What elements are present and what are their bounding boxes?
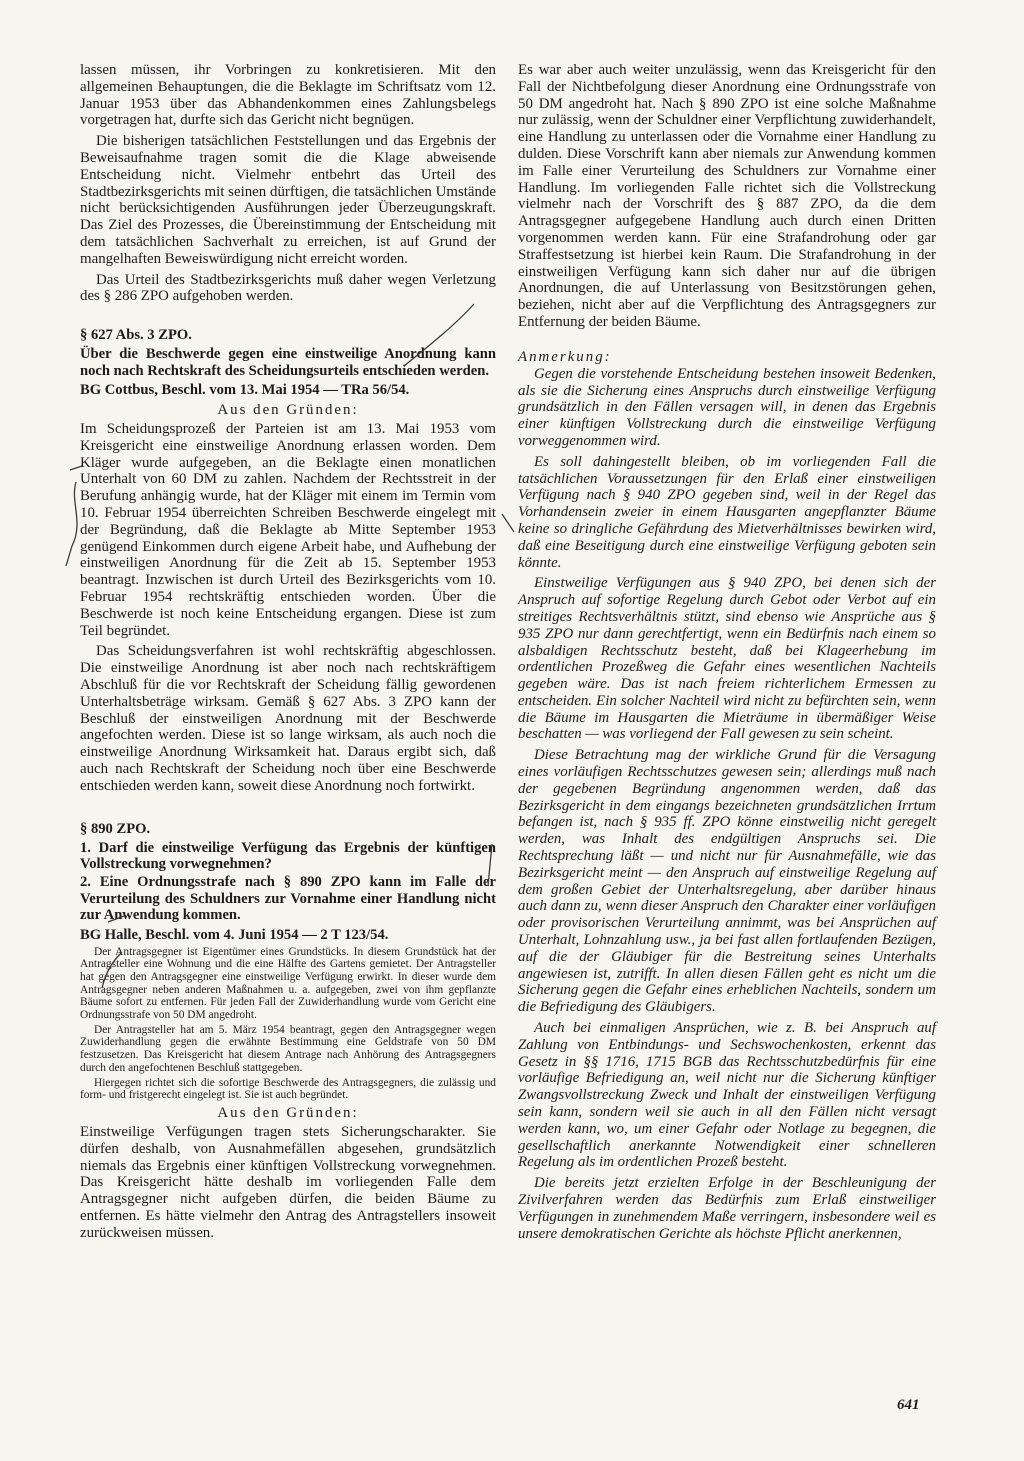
annotation-paragraph: Es soll dahingestellt bleiben, ob im vorliegenden Fall die tatsächlichen Voraussetzungen für den Erlaß einer einstweiligen Verfügung nach § 940 ZPO gegeben sind, weil in der Regel das Vorhandensein zweier in einem Hausgarten angepflanzter Bäume keine so dringliche Gefährdung des Mietverhältnisses bewirken wird, daß eine Beseitigung durch eine einstweilige Verfügung geboten sein könnte. — [518, 453, 936, 571]
annotation-paragraph: Auch bei einmaligen Ansprüchen, wie z. B. bei Anspruch auf Zahlung von Entbindungs- und Sechswochenkosten, erkennt das Gesetz in §§ 1716, 1715 BGB das Rechtsschutzbedürfnis für eine vorläufige Befriedigung an, weil nicht nur die Sicherung künftiger Zwangsvollstreckung Zweck und Inhalt der einstweiligen Verfügung sein kann, sondern weil sie auch in all den Fällen nicht versagt werden kann, wo, um einer Gefahr oder Notlage zu begegnen, die gesellschaftlich anerkannte Notwendigkeit einer schnelleren Regelung als im ordentlichen Prozeß besteht. — [518, 1020, 936, 1171]
facts-paragraph: Der Antragsteller hat am 5. März 1954 beantragt, gegen den Antragsgegner wegen Zuwiderhandlung gegen die erwähnte Bestimmung eine Geldstrafe von 50 DM festzusetzen. Das Kreisgericht hat diesem Antrage nach Anhörung des Antragsgegners durch den angefochtenen Beschluß stattgegeben. — [80, 1023, 496, 1074]
section-heading: § 627 Abs. 3 ZPO. — [80, 327, 192, 344]
annotation-paragraph: Einstweilige Verfügungen aus § 940 ZPO, bei denen sich der Anspruch auf sofortige Regelung durch Gebot oder Verbot auf ein streitiges Rechtsverhältnis stützt, sind ebenso wie Ansprüche aus § 935 ZPO nur dann gerechtfertigt, wenn ein Bedürfnis nach einem so alsbaldigen Rechtsschutz besteht, daß bei Klageerhebung im ordentlichen Prozeßweg die Gefahr eines wesentlichen Nachteils gegeben wäre. Das ist nach freiem richterlichem Ermessen zu entscheiden. Ein solcher Nachteil wird nicht zu befürchten sein, wenn die Bäume im Hausgarten die Mieträume in übermäßiger Weise beschatten — was vorliegend der Fall gewesen zu sein scheint. — [518, 575, 936, 743]
annotation-paragraph: Gegen die vorstehende Entscheidung bestehen insoweit Bedenken, als sie die Sicherung eines Anspruchs durch einstweilige Verfügung grundsätzlich in den Fällen versagen will, in denen das Ergebnis einer künftigen Vollstreckung durch die einstweilige Verfügung vorweggenommen wird. — [518, 365, 936, 449]
headnote: 2. Eine Ordnungsstrafe nach § 890 ZPO kann im Falle der Verurteilung des Schuldners zur Vornahme einer Handlung nicht zur Anwendung kommen. — [80, 874, 496, 924]
body-paragraph: Einstweilige Verfügungen tragen stets Sicherungscharakter. Sie dürfen deshalb, von Ausnahmefällen abgesehen, grundsätzlich niemals das Ergebnis einer künftigen Vollstreckung vorwegnehmen. Das Kreisgericht hätte deshalb im vorliegenden Falle dem Antragsgegner nicht aufgeben dürfen, die beiden Bäume zu entfernen. Es hätte vielmehr den Antrag des Antragstellers insoweit zurückweisen müssen. — [80, 1123, 496, 1241]
court-citation: BG Halle, Beschl. vom 4. Juni 1954 — 2 T 123/54. — [80, 926, 389, 943]
facts-paragraph: Der Antragsgegner ist Eigentümer eines Grundstücks. In diesem Grundstück hat der Antragsteller eine Wohnung und die eine Hälfte des Gartens gemietet. Der Antragsteller hat gegen den Antragsgegner eine einstweilige Verfügung erwirkt. In dieser wurde dem Antragsgegner neben anderen Maßnahmen u. a. aufgegeben, zwei von ihm gepflanzte Bäume sofort zu entfernen. Für jeden Fall der Zuwiderhandlung wurde vom Gericht eine Ordnungsstrafe von 50 DM angedroht. — [80, 945, 496, 1022]
annotation-paragraph: Diese Betrachtung mag der wirkliche Grund für die Versagung eines vorläufigen Rechtsschutzes gewesen sein; allerdings muß nach der gegebenen Begründung angenommen werden, daß das Bezirksgericht in dem eingangs bezeichneten grundsätzlichen Irrtum befangen ist, nach § 935 ff. ZPO könne einstweilig nicht geregelt werden, was Inhalt des endgültigen Anspruchs sei. Die Rechtsprechung läßt — und nicht nur für Ausnahmefälle, wie das Bezirksgericht meint — den Anspruch auf einstweilige Regelung auf dem großen Gebiet der Unterhaltsregelung, aber darüber hinaus auch dann zu, wenn dieser Anspruch den Charakter einer vorläufigen oder provisorischen Verurteilung annimmt, was bei Ansprüchen auf Unterhalt, Lohnzahlung usw., ja bei fast allen fortlaufenden Bezügen, auf die der Gläubiger für die Bestreitung seines Unterhalts angewiesen ist, zutrifft. In allen diesen Fällen geht es nicht um die Sicherung gegen die Gefahr eines erheblichen Nachteils, sondern um die Befriedigung des Gläubigers. — [518, 747, 936, 1016]
headnote: Über die Beschwerde gegen eine einstweilige Anordnung kann noch nach Rechtskraft des Scheidungsurteils entschieden werden. — [80, 346, 496, 379]
body-paragraph: Die bisherigen tatsächlichen Feststellungen und das Ergebnis der Beweisaufnahme tragen somit die die Klage abweisende Entscheidung nicht. Vielmehr entbehrt das Urteil des Stadtbezirksgerichts mit seinen dürftigen, die tatsächlichen Umstände nicht berücksichtigenden Ausführungen jeder Überzeugungskraft. Das Ziel des Prozesses, die Übereinstimmung der Entscheidung mit dem tatsächlichen Sachverhalt zu erreichen, ist auf Grund der mangelhaften Beweiswürdigung nicht erreicht worden. — [80, 133, 496, 267]
left-column — [80, 62, 496, 1242]
anmerkung-label: Anmerkung: — [518, 348, 612, 365]
section-heading: § 890 ZPO. — [80, 820, 151, 837]
gruende-label: Aus den Gründen: — [217, 401, 359, 418]
page-number: 641 — [897, 1397, 920, 1413]
headnote: 1. Darf die einstweilige Verfügung das Ergebnis der künftigen Vollstreckung vorwegnehmen? — [80, 839, 496, 872]
gruende-label: Aus den Gründen: — [217, 1104, 359, 1121]
annotation-paragraph: Die bereits jetzt erzielten Erfolge in der Beschleunigung der Zivilverfahren werden das Bedürfnis zum Erlaß einstweiliger Verfügungen in zunehmendem Maße verringern, insbesondere weil es unsere demokratischen Gerichte als höchste Pflicht anerkennen, — [518, 1175, 936, 1242]
right-column — [518, 62, 936, 1242]
body-paragraph: Im Scheidungsprozeß der Parteien ist am 13. Mai 1953 vom Kreisgericht eine einstweilige Anordnung erlassen worden. Dem Kläger wurde aufgegeben, an die Beklagte einen monatlichen Unterhalt von 60 DM zu zahlen. Nachdem der Rechtsstreit in der Berufung anhängig wurde, hat der Kläger mit einem im Termin vom 10. Februar 1954 überreichten Schreiben Beschwerde eingelegt mit der Begründung, daß die Beklagte ab Mitte September 1953 genügend Einkommen durch eigene Arbeit habe, und Aufhebung der einstweiligen Anordnung für die Zeit ab 15. September 1953 beantragt. Inzwischen ist durch Urteil des Bezirksgerichts vom 10. Februar 1954 rechtskräftig entschieden worden. Über die Beschwerde ist noch keine Entscheidung ergangen. Diese ist zum Teil begründet. — [80, 420, 496, 639]
pencil-mark-tick — [498, 508, 518, 538]
body-paragraph: Es war aber auch weiter unzulässig, wenn das Kreisgericht für den Fall der Nichtbefolgung dieser Anordnung eine Ordnungsstrafe von 50 DM angedroht hat. Nach § 890 ZPO ist eine solche Maßnahme nur zulässig, wenn der Schuldner einer Verpflichtung zuwiderhandelt, eine Handlung zu unterlassen oder die Vornahme einer Handlung zu dulden. Diese Vorschrift kann aber niemals zur Anwendung kommen im Falle einer Verurteilung des Schuldners zur Vornahme einer Handlung. Im vorliegenden Falle richtet sich die Vollstreckung vielmehr nach der Vorschrift des § 887 ZPO, da die dem Antragsgegner aufgegebene Handlung auch durch einen Dritten vorgenommen werden kann. Für eine Strafandrohung oder gar Straffestsetzung ist hierbei kein Raum. Die Strafandrohung in der einstweiligen Verfügung kann sich daher nur auf die übrigen Anordnungen, die auf Unterlassung von Besitzstörungen gehen, beziehen, nicht aber auf die Verpflichtung des Antragsgegners zur Entfernung der beiden Bäume. — [518, 62, 936, 330]
facts-paragraph: Hiergegen richtet sich die sofortige Beschwerde des Antragsgegners, die zulässig und form- und fristgerecht eingelegt ist. Sie ist auch begründet. — [80, 1076, 496, 1102]
body-paragraph: Das Urteil des Stadtbezirksgerichts muß daher wegen Verletzung des § 286 ZPO aufgehoben werden. — [80, 271, 496, 305]
body-paragraph: Das Scheidungsverfahren ist wohl rechtskräftig abgeschlossen. Die einstweilige Anordnung ist aber noch nach rechtskräftigem Abschluß für die vor Rechtskraft der Scheidung fällig gewordenen Unterhaltsbeträge wirksam. Gemäß § 627 Abs. 3 ZPO kann der Beschluß der einstweiligen Anordnung mit der Beschwerde angefochten werden. Diese ist so lange wirksam, als auch noch die einstweilige Anordnung Wirksamkeit hat. Daraus ergibt sich, daß auch nach Rechtskraft der Scheidung noch über eine Beschwerde entschieden werden kann, soweit diese Anordnung noch fortwirkt. — [80, 643, 496, 794]
body-paragraph: lassen müssen, ihr Vorbringen zu konkretisieren. Mit den allgemeinen Behauptungen, die die Beklagte im Schriftsatz vom 12. Januar 1953 über das Abhandenkommen eines Zahlungsbelegs vorgetragen hat, durfte sich das Gericht nicht begnügen. — [80, 62, 496, 129]
court-citation: BG Cottbus, Beschl. vom 13. Mai 1954 — TRa 56/54. — [80, 381, 410, 398]
